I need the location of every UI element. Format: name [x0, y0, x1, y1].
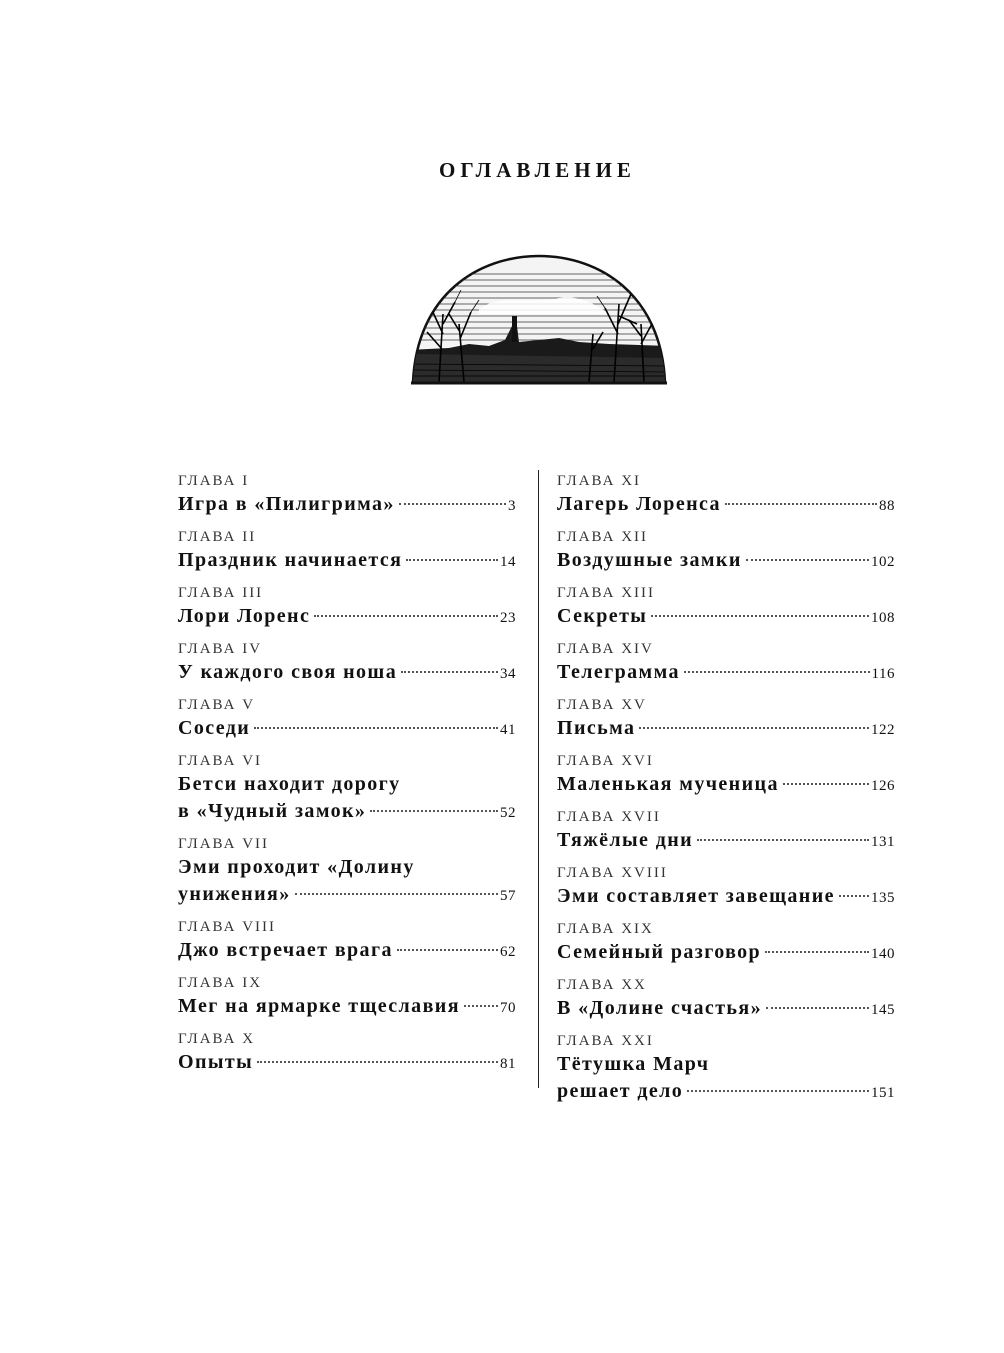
chapter-label: ГЛАВА VI [178, 753, 263, 769]
toc-entry[interactable] [178, 472, 516, 520]
page-number: 52 [500, 805, 516, 821]
toc-entry[interactable] [557, 1032, 895, 1107]
chapter-label: ГЛАВА X [178, 1031, 256, 1047]
toc-entry[interactable] [178, 584, 516, 632]
chapter-label: ГЛАВА XI [557, 473, 642, 489]
chapter-label: ГЛАВА XII [557, 529, 649, 545]
toc-entry[interactable] [178, 974, 516, 1022]
toc-entry[interactable] [557, 472, 895, 520]
chapter-title [178, 491, 516, 520]
chapter-title [557, 995, 895, 1024]
page-number: 135 [871, 890, 895, 906]
chapter-title-text: Воздушные замки [557, 549, 742, 571]
page-number: 122 [871, 722, 895, 738]
dot-leader [370, 810, 498, 812]
page-number: 81 [500, 1056, 516, 1072]
chapter-title [557, 771, 895, 800]
chapter-title [557, 715, 895, 744]
chapter-label: ГЛАВА XV [557, 697, 647, 713]
chapter-title [178, 715, 516, 744]
chapter-title-text: Письма [557, 717, 636, 739]
chapter-label: ГЛАВА V [178, 697, 256, 713]
chapter-label: ГЛАВА XIX [557, 921, 654, 937]
page-number: 102 [871, 554, 895, 570]
dot-leader [254, 727, 498, 729]
dot-leader [783, 783, 869, 785]
chapter-title [557, 883, 895, 912]
chapter-title [557, 1051, 895, 1107]
chapter-title-text: Опыты [178, 1051, 254, 1073]
page-number: 14 [500, 554, 516, 570]
page-number: 108 [871, 610, 895, 626]
chapter-title-text: Тяжёлые дни [557, 829, 694, 851]
chapter-title-text: Телеграмма [557, 661, 680, 683]
chapter-title-text: Семейный разговор [557, 941, 762, 963]
chapter-label: ГЛАВА IX [178, 975, 263, 991]
toc-entry[interactable] [557, 584, 895, 632]
page-number: 145 [871, 1002, 895, 1018]
chapter-label: ГЛАВА VII [178, 836, 270, 852]
page-number: 151 [871, 1085, 895, 1101]
dot-leader [687, 1090, 869, 1092]
dot-leader [839, 895, 869, 897]
page-number: 3 [508, 498, 516, 514]
chapter-title [557, 603, 895, 632]
toc-entry[interactable] [178, 696, 516, 744]
chapter-title [178, 854, 516, 910]
dot-leader [697, 839, 869, 841]
chapter-title-text: Соседи [178, 717, 251, 739]
dot-leader [406, 559, 498, 561]
toc-left-column [178, 472, 516, 1086]
page-number: 57 [500, 888, 516, 904]
toc-entry[interactable] [557, 808, 895, 856]
chapter-title-text: Лагерь Лоренса [557, 493, 721, 515]
chapter-label: ГЛАВА I [178, 473, 250, 489]
chapter-title-text: Секреты [557, 605, 648, 627]
page-number: 23 [500, 610, 516, 626]
chapter-title-text: в «Чудный замок» [178, 800, 367, 822]
chapter-label: ГЛАВА XIV [557, 641, 654, 657]
chapter-title [557, 659, 895, 688]
chapter-title-text: Праздник начинается [178, 549, 403, 571]
chapter-title-text: Лори Лоренс [178, 605, 311, 627]
chapter-title [557, 491, 895, 520]
dot-leader [725, 503, 877, 505]
toc-entry[interactable] [178, 640, 516, 688]
chapter-title [178, 1049, 516, 1078]
chapter-title [178, 937, 516, 966]
chapter-title-text: унижения» [178, 883, 291, 905]
dot-leader [639, 727, 869, 729]
dot-leader [314, 615, 498, 617]
chapter-title [557, 827, 895, 856]
toc-entry[interactable] [557, 920, 895, 968]
chapter-title-text: Эми составляет завещание [557, 885, 835, 907]
toc-entry[interactable] [178, 528, 516, 576]
chapter-title-text: Эми проходит «Долину [178, 856, 415, 878]
chapter-title [178, 659, 516, 688]
chapter-label: ГЛАВА IV [178, 641, 263, 657]
chapter-title [178, 547, 516, 576]
dot-leader [766, 1007, 869, 1009]
chapter-label: ГЛАВА III [178, 585, 264, 601]
dot-leader [684, 671, 870, 673]
chapter-label: ГЛАВА XIII [557, 585, 656, 601]
dot-leader [765, 951, 869, 953]
chapter-label: ГЛАВА XX [557, 977, 647, 993]
chapter-title-text: Джо встречает врага [178, 939, 393, 961]
dot-leader [397, 949, 498, 951]
page-number: 41 [500, 722, 516, 738]
toc-entry[interactable] [178, 835, 516, 910]
chapter-title-text: Тётушка Марч [557, 1053, 710, 1075]
page-number: 116 [871, 666, 895, 682]
dot-leader [746, 559, 869, 561]
chapter-title [557, 547, 895, 576]
chapter-label: ГЛАВА II [178, 529, 257, 545]
page-number: 62 [500, 944, 516, 960]
page-number: 88 [879, 498, 895, 514]
toc-right-column [557, 472, 895, 1115]
chapter-title-text: Бетси находит дорогу [178, 773, 401, 795]
column-divider [538, 470, 539, 1088]
page-number: 126 [871, 778, 895, 794]
toc-entry[interactable] [178, 918, 516, 966]
landscape-vignette-illustration [409, 254, 669, 390]
chapter-label: ГЛАВА VIII [178, 919, 277, 935]
dot-leader [399, 503, 506, 505]
chapter-label: ГЛАВА XVI [557, 753, 654, 769]
chapter-title-text: Игра в «Пилигрима» [178, 493, 395, 515]
chapter-label: ГЛАВА XVII [557, 809, 661, 825]
chapter-label: ГЛАВА XXI [557, 1033, 654, 1049]
dot-leader [651, 615, 869, 617]
toc-entry[interactable] [178, 1030, 516, 1078]
chapter-title [178, 771, 516, 827]
page-title: ОГЛАВЛЕНИЕ [439, 158, 636, 182]
toc-entry[interactable] [557, 696, 895, 744]
chapter-title-text: Маленькая мученица [557, 773, 779, 795]
page-number: 140 [871, 946, 895, 962]
chapter-label: ГЛАВА XVIII [557, 865, 668, 881]
dot-leader [401, 671, 498, 673]
toc-entry[interactable] [178, 752, 516, 827]
chapter-title-text: Мег на ярмарке тщеславия [178, 995, 460, 1017]
chapter-title-text: В «Долине счастья» [557, 997, 763, 1019]
page-number: 131 [871, 834, 895, 850]
chapter-title [178, 993, 516, 1022]
toc-entry[interactable] [557, 640, 895, 688]
chapter-title-text: У каждого своя ноша [178, 661, 398, 683]
dot-leader [464, 1005, 498, 1007]
toc-entry[interactable] [557, 976, 895, 1024]
toc-entry[interactable] [557, 864, 895, 912]
chapter-title [178, 603, 516, 632]
dot-leader [257, 1061, 498, 1063]
page-number: 70 [500, 1000, 516, 1016]
chapter-title [557, 939, 895, 968]
chapter-title-text: решает дело [557, 1080, 684, 1102]
dot-leader [295, 893, 498, 895]
toc-entry[interactable] [557, 752, 895, 800]
page-number: 34 [500, 666, 516, 682]
toc-entry[interactable] [557, 528, 895, 576]
